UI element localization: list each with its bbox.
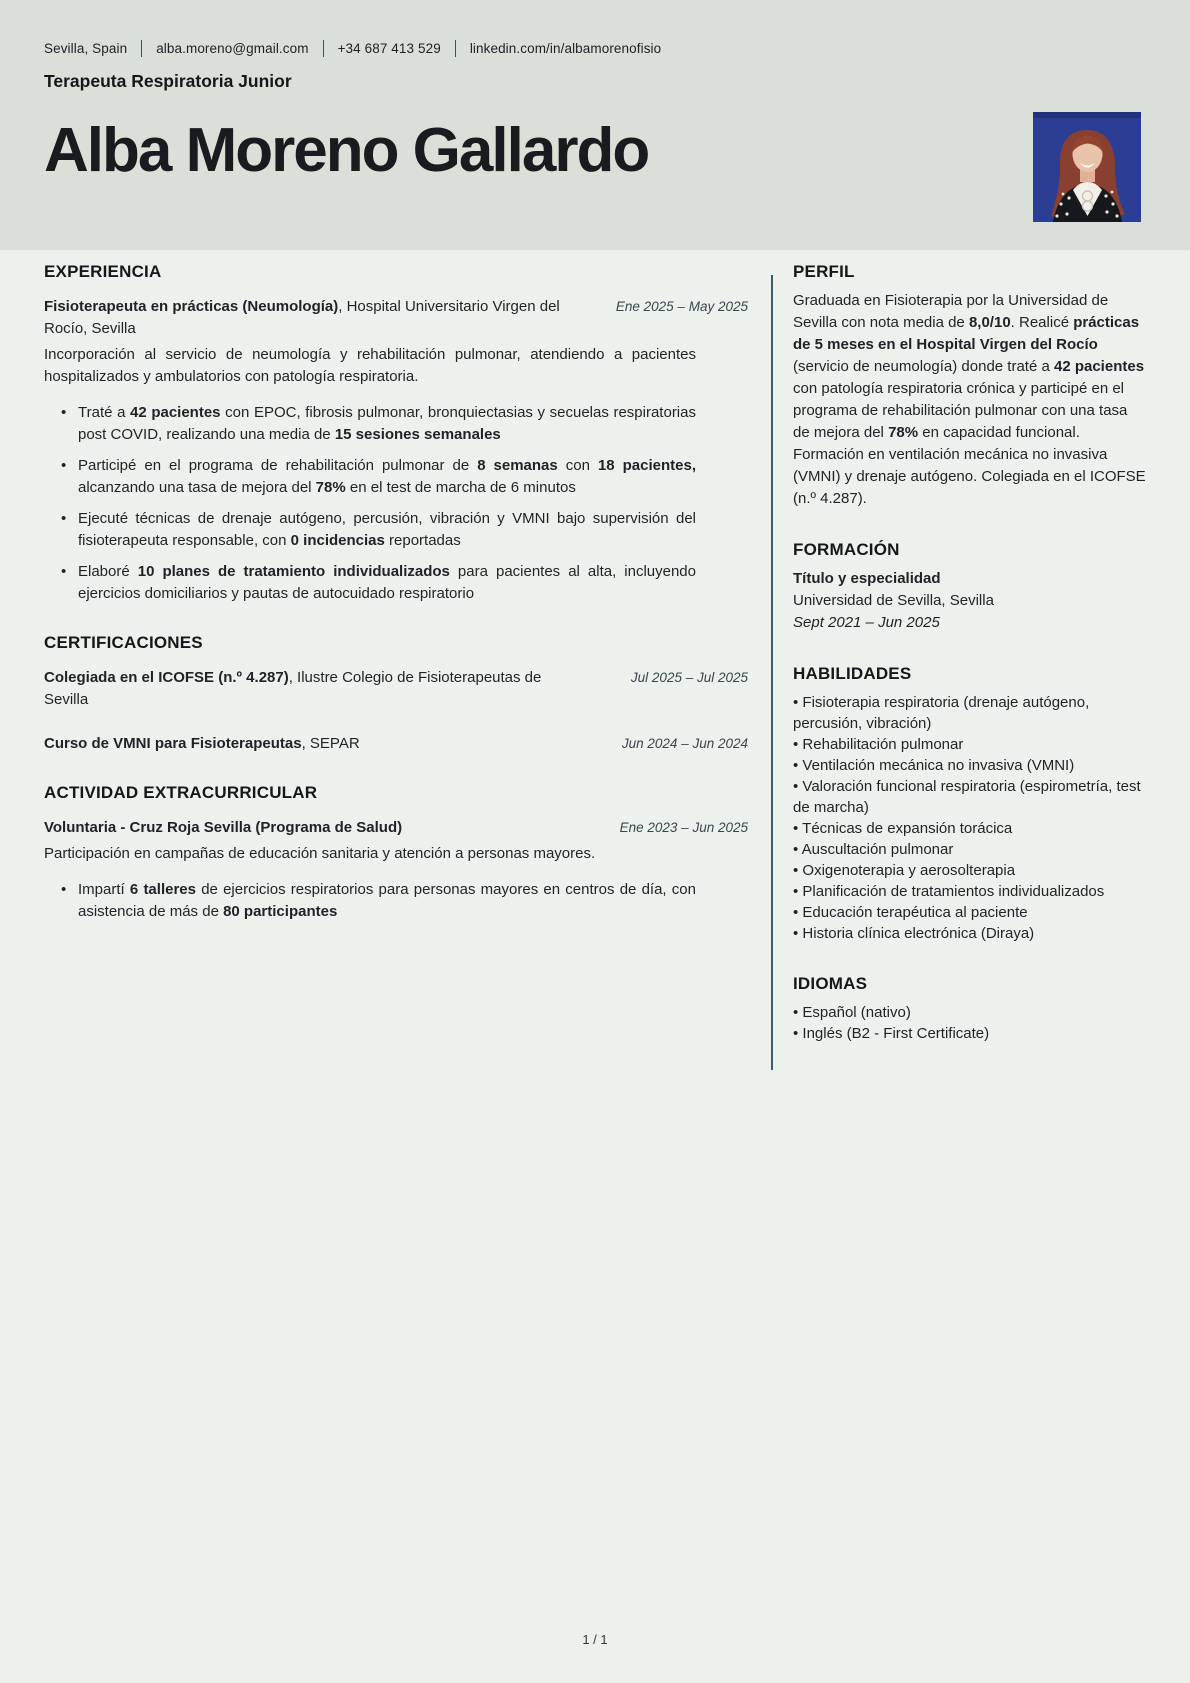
skill-item: • Técnicas de expansión torácica	[793, 818, 1146, 839]
education-heading: FORMACIÓN	[793, 540, 900, 559]
certifications-heading: CERTIFICACIONES	[44, 633, 203, 652]
entry-title: Fisioterapeuta en prácticas (Neumología), Hospital Universitario Virgen del Rocío, Sevilla	[44, 298, 560, 337]
languages-list	[793, 1002, 1146, 1044]
experience-heading: EXPERIENCIA	[44, 262, 162, 281]
column-divider	[771, 275, 773, 1070]
skills-heading: HABILIDADES	[793, 664, 912, 683]
header	[0, 0, 1190, 250]
education-school: Universidad de Sevilla, Sevilla	[793, 592, 994, 609]
certification-entry	[44, 733, 748, 755]
entry-title: Curso de VMNI para Fisioterapeutas, SEPAR	[44, 735, 360, 752]
profile-heading: PERFIL	[793, 262, 855, 281]
section-certifications	[44, 633, 748, 755]
section-extracurricular	[44, 783, 748, 923]
education-dates: Sept 2021 – Jun 2025	[793, 614, 940, 631]
entry-date: Ene 2025 – May 2025	[615, 299, 748, 314]
skill-item: • Ventilación mecánica no invasiva (VMNI)	[793, 755, 1146, 776]
left-column	[44, 262, 748, 951]
skill-item: • Valoración funcional respiratoria (espirometría, test de marcha)	[793, 776, 1146, 818]
main-content	[0, 250, 1190, 1074]
skill-item: • Auscultación pulmonar	[793, 839, 1146, 860]
entry-head	[44, 667, 748, 711]
entry-summary: Incorporación al servicio de neumología y rehabilitación pulmonar, atendiendo a pacientes hospitalizados y ambulatorios con patología respiratoria.	[44, 346, 696, 385]
language-item: • Inglés (B2 - First Certificate)	[793, 1023, 1146, 1044]
contact-line	[44, 40, 1146, 57]
extracurricular-entry	[44, 817, 748, 923]
profile-text: Graduada en Fisioterapia por la Universidad de Sevilla con nota media de 8,0/10. Realicé prácticas de 5 meses en el Hospital Virgen del Rocío (servicio de neumología) donde traté a 42 pacientes con patología respiratoria crónica y participé en el programa de rehabilitación pulmonar con una tasa de mejora del 78% en capacidad funcional. Formación en ventilación mecánica no invasiva (VMNI) y drenaje autógeno. Colegiada en el ICOFSE (n.º 4.287).	[793, 292, 1146, 507]
extracurricular-bullet-list	[44, 879, 696, 923]
contact-separator	[455, 40, 456, 57]
bullet-item: • Traté a 42 pacientes con EPOC, fibrosis pulmonar, bronquiectasias y secuelas respiratorias post COVID, realizando una media de 15 sesiones semanales	[44, 402, 696, 446]
entry-date: Jun 2024 – Jun 2024	[621, 736, 748, 751]
skill-item: • Oxigenoterapia y aerosolterapia	[793, 860, 1146, 881]
candidate-name: Alba Moreno Gallardo	[44, 116, 649, 185]
education-degree: Título y especialidad	[793, 570, 941, 587]
contact-location: Sevilla, Spain	[44, 41, 128, 56]
section-languages	[793, 974, 1146, 1044]
section-experience	[44, 262, 748, 605]
entry-date: Ene 2023 – Jun 2025	[619, 820, 748, 835]
bullet-item: • Participé en el programa de rehabilitación pulmonar de 8 semanas con 18 pacientes, alcanzando una tasa de mejora del 78% en el test de marcha de 6 minutos	[44, 455, 696, 499]
page-number: 1 / 1	[582, 1632, 608, 1647]
bullet-item: • Ejecuté técnicas de drenaje autógeno, percusión, vibración y VMNI bajo supervisión del fisioterapeuta responsable, con 0 incidencias reportadas	[44, 508, 696, 552]
entry-date: Jul 2025 – Jul 2025	[630, 670, 748, 685]
profile-photo	[1033, 112, 1141, 222]
certification-entry	[44, 667, 748, 711]
skill-item: • Planificación de tratamientos individualizados	[793, 881, 1146, 902]
page-footer	[0, 1632, 1190, 1647]
entry-title: Colegiada en el ICOFSE (n.º 4.287), Ilustre Colegio de Fisioterapeutas de Sevilla	[44, 669, 542, 708]
extracurricular-heading: ACTIVIDAD EXTRACURRICULAR	[44, 783, 318, 802]
contact-separator	[323, 40, 324, 57]
entry-summary: Participación en campañas de educación sanitaria y atención a personas mayores.	[44, 845, 596, 862]
skill-item: • Rehabilitación pulmonar	[793, 734, 1146, 755]
section-education	[793, 540, 1146, 634]
contact-linkedin: linkedin.com/in/albamorenofisio	[469, 41, 662, 56]
bullet-item: • Impartí 6 talleres de ejercicios respiratorios para personas mayores en centros de día, con asistencia de más de 80 participantes	[44, 879, 696, 923]
contact-separator	[141, 40, 142, 57]
skill-item: • Fisioterapia respiratoria (drenaje autógeno, percusión, vibración)	[793, 692, 1146, 734]
contact-phone: +34 687 413 529	[337, 41, 441, 56]
job-title: Terapeuta Respiratoria Junior	[44, 71, 292, 91]
right-column	[793, 262, 1146, 1074]
languages-heading: IDIOMAS	[793, 974, 868, 993]
entry-head	[44, 817, 748, 839]
skill-item: • Historia clínica electrónica (Diraya)	[793, 923, 1146, 944]
entry-head	[44, 296, 748, 340]
language-item: • Español (nativo)	[793, 1002, 1146, 1023]
skills-list	[793, 692, 1146, 944]
bullet-item: • Elaboré 10 planes de tratamiento individualizados para pacientes al alta, incluyendo ejercicios domiciliarios y pautas de autocuidado respiratorio	[44, 561, 696, 605]
experience-entry	[44, 296, 748, 605]
section-skills	[793, 664, 1146, 944]
skill-item: • Educación terapéutica al paciente	[793, 902, 1146, 923]
entry-title: Voluntaria - Cruz Roja Sevilla (Programa de Salud)	[44, 819, 403, 836]
entry-head	[44, 733, 748, 755]
contact-email: alba.moreno@gmail.com	[156, 41, 309, 56]
portrait-photo-illustration	[1033, 112, 1141, 222]
section-profile	[793, 262, 1146, 510]
experience-bullet-list	[44, 402, 696, 605]
